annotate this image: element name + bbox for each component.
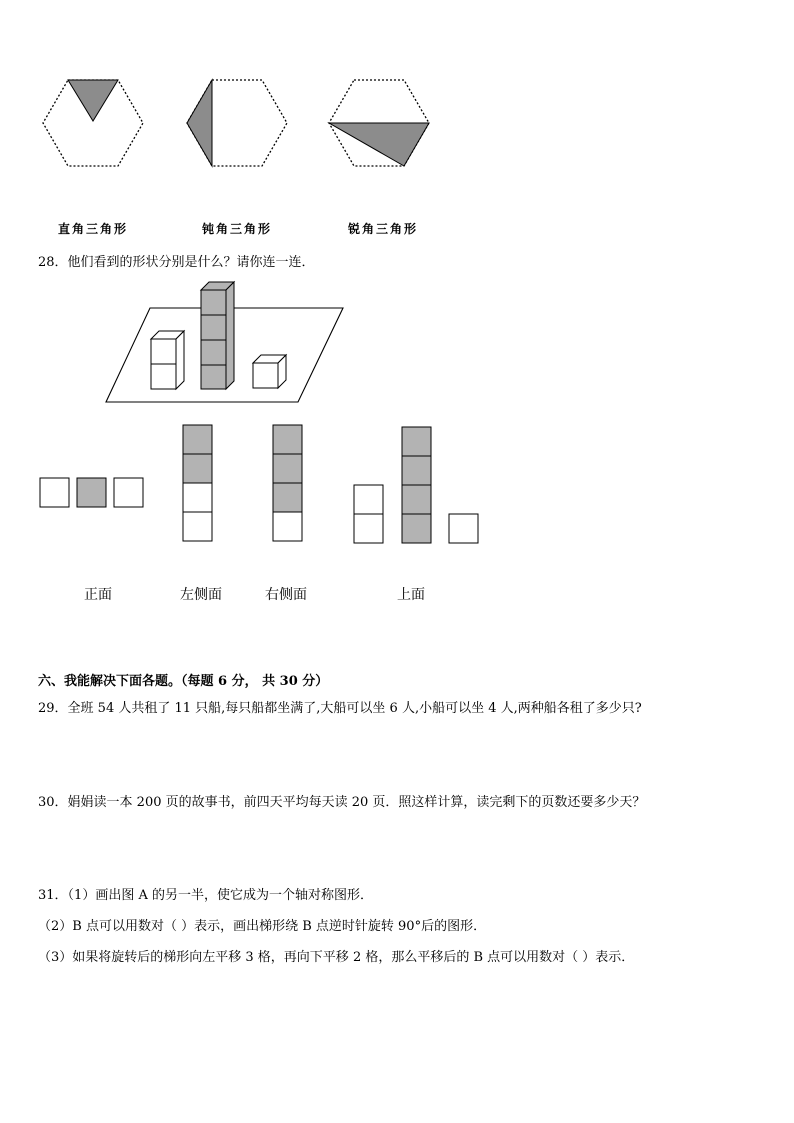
hex-label-obtuse: 钝角三角形 [202, 222, 273, 236]
question-31-line-1: 31．（1）画出图 A 的另一半，使它成为一个轴对称图形． [38, 888, 373, 903]
hex-label-right: 直角三角形 [58, 222, 129, 236]
question-31-line-2: （2）B 点可以用数对（ ）表示，画出梯形绕 B 点逆时针旋转 90°后的图形． [38, 919, 487, 934]
question-30-text: 30．娟娟读一本 200 页的故事书，前四天平均每天读 20 页．照这样计算，读完剩下的页数还要多少天？ [38, 795, 646, 810]
hexagon-obtuse-triangle-figure [184, 78, 290, 168]
view-option-column-b [271, 423, 305, 545]
hex-label-acute: 锐角三角形 [348, 222, 419, 236]
section-6-heading: 六、我能解决下面各题。（每题 6 分， 共 30 分） [38, 674, 329, 689]
cube-stack-scene [100, 280, 350, 410]
hexagon-right-triangle-figure [40, 78, 146, 168]
question-29-text: 29．全班 54 人共租了 11 只船,每只船都坐满了,大船可以坐 6 人,小船可以坐 4 人,两种船各租了多少只? [38, 701, 642, 716]
view-label-right-side: 右侧面 [265, 587, 307, 603]
view-option-column-a [181, 423, 215, 545]
view-label-top: 上面 [397, 587, 425, 603]
hexagon-acute-triangle-figure [326, 78, 432, 168]
view-label-left-side: 左侧面 [180, 587, 222, 603]
view-label-front: 正面 [84, 587, 112, 603]
view-option-group [352, 424, 482, 548]
view-option-front [38, 476, 146, 510]
question-28-text: 28．他们看到的形状分别是什么？请你连一连． [38, 255, 315, 270]
question-31-line-3: （3）如果将旋转后的梯形向左平移 3 格，再向下平移 2 格，那么平移后的 B 点可以用数对（ ）表示． [38, 950, 635, 965]
